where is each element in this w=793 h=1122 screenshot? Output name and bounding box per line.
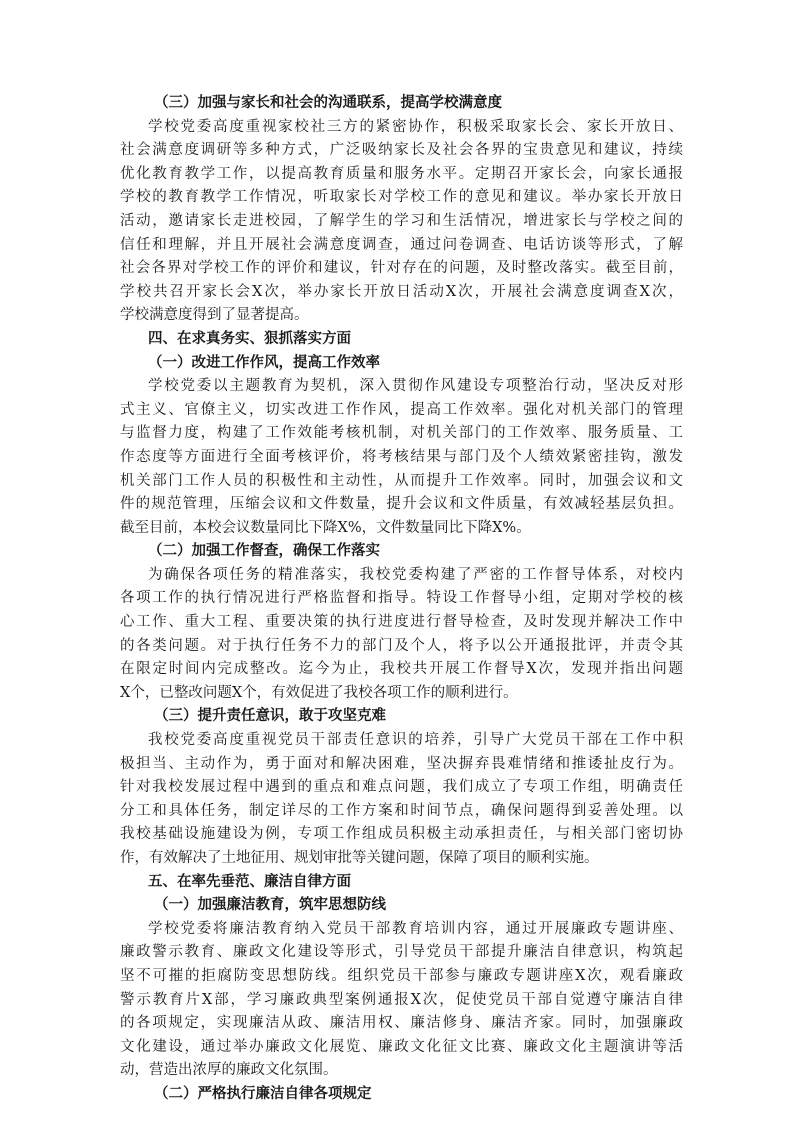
paragraph-work-style bbox=[120, 375, 683, 540]
paragraph-parent-community bbox=[120, 116, 683, 328]
heading-5-2-integrity-rules: （二）严格执行廉洁自律各项规定 bbox=[154, 1085, 372, 1102]
text-line: 各项工作的执行情况进行严格监督和指导。特设工作督导小组，定期对学校的核 bbox=[120, 590, 683, 607]
section-heading-4: 四、在求真务实、狠抓落实方面 bbox=[148, 330, 351, 347]
block-12 bbox=[120, 1083, 683, 1107]
text-line: 廉政警示教育、廉政文化建设等形式，引导党员干部提升廉洁自律意识，构筑起 bbox=[120, 944, 683, 961]
text-line: 心工作、重大工程、重要决策的执行进度进行督导检查，及时发现并解决工作中 bbox=[120, 614, 683, 631]
text-line: 为确保各项任务的精准落实，我校党委构建了严密的工作督导体系，对校内 bbox=[148, 566, 683, 583]
text-line: 作，有效解决了土地征用、规划审批等关键问题，保障了项目的顺利实施。 bbox=[120, 850, 599, 866]
text-line: 分工和具体任务，制定详尽的工作方案和时间节点，确保问题得到妥善处理。以 bbox=[120, 802, 683, 819]
block-2 bbox=[120, 328, 683, 352]
text-line: 活动，邀请家长走进校园，了解学生的学习和生活情况，增进家长与学校之间的 bbox=[120, 212, 683, 229]
text-line: 社会满意度调研等多种方式，广泛吸纳家长及社会各界的宝贵意见和建议，持续 bbox=[120, 142, 683, 159]
block-10 bbox=[120, 894, 683, 918]
text-line: 作态度等方面进行全面考核评价，将考核结果与部门及个人绩效紧密挂钩，激发 bbox=[120, 448, 683, 465]
section-heading-5: 五、在率先垂范、廉洁自律方面 bbox=[148, 873, 351, 890]
text-line: 我校党委高度重视党员干部责任意识的培养，引导广大党员干部在工作中积 bbox=[148, 732, 683, 749]
block-7 bbox=[120, 705, 683, 729]
block-9 bbox=[120, 871, 683, 895]
text-line: 的各类问题。对于执行任务不力的部门及个人，将予以公开通报批评，并责令其 bbox=[120, 637, 683, 654]
text-line: 优化教育教学工作，以提高教育质量和服务水平。定期召开家长会，向家长通报 bbox=[120, 165, 683, 182]
document-page bbox=[120, 92, 683, 1107]
text-line: 机关部门工作人员的积极性和主动性，从而提升工作效率。同时，加强会议和文 bbox=[120, 472, 683, 489]
text-line: 学校党委以主题教育为契机，深入贯彻作风建设专项整治行动，坚决反对形 bbox=[148, 378, 683, 395]
text-line: 学校的教育教学工作情况，听取家长对学校工作的意见和建议。举办家长开放日 bbox=[120, 189, 683, 206]
text-line: 学校满意度得到了显著提高。 bbox=[120, 307, 309, 324]
text-line: 学校党委高度重视家校社三方的紧密协作，积极采取家长会、家长开放日、 bbox=[148, 118, 683, 135]
text-line: 我校基础设施建设为例，专项工作组成员积极主动承担责任，与相关部门密切协 bbox=[120, 826, 683, 843]
block-3 bbox=[120, 352, 683, 376]
text-line: 学校共召开家长会X次，举办家长开放日活动X次，开展社会满意度调查X次， bbox=[120, 283, 683, 300]
text-line: 件的规范管理，压缩会议和文件数量，提升会议和文件质量，有效减轻基层负担。 bbox=[120, 496, 683, 513]
heading-4-3-responsibility: （三）提升责任意识，敢于攻坚克难 bbox=[154, 708, 386, 725]
text-line: 动，营造出浓厚的廉政文化氛围。 bbox=[120, 1062, 338, 1079]
text-line: 学校党委将廉洁教育纳入党员干部教育培训内容，通过开展廉政专题讲座、 bbox=[148, 920, 683, 937]
text-line: 警示教育片X部，学习廉政典型案例通报X次，促使党员干部自觉遵守廉洁自律 bbox=[120, 991, 683, 1008]
paragraph-integrity-education bbox=[120, 918, 683, 1083]
heading-4-2-supervision: （二）加强工作督查，确保工作落实 bbox=[148, 543, 380, 560]
text-line: 文化建设，通过举办廉政文化展览、廉政文化征文比赛、廉政文化主题演讲等活 bbox=[120, 1038, 683, 1055]
paragraph-responsibility bbox=[120, 729, 683, 871]
text-line: 式主义、官僚主义，切实改进工作作风，提高工作效率。强化对机关部门的管理 bbox=[120, 401, 683, 418]
heading-5-1-integrity-education: （一）加强廉洁教育，筑牢思想防线 bbox=[154, 897, 386, 914]
text-line: 信任和理解，并且开展社会满意度调查，通过问卷调查、电话访谈等形式，了解 bbox=[120, 236, 683, 253]
text-line: 坚不可摧的拒腐防变思想防线。组织党员干部参与廉政专题讲座X次，观看廉政 bbox=[120, 967, 683, 984]
heading-4-1-work-style: （一）改进工作作风，提高工作效率 bbox=[148, 354, 380, 371]
text-line: 截至目前，本校会议数量同比下降X%，文件数量同比下降X%。 bbox=[120, 519, 531, 536]
text-line: 在限定时间内完成整改。迄今为止，我校共开展工作督导X次，发现并指出问题 bbox=[120, 661, 683, 678]
block-5 bbox=[120, 540, 683, 564]
block-0 bbox=[120, 92, 683, 116]
text-line: 社会各界对学校工作的评价和建议，针对存在的问题，及时整改落实。截至目前， bbox=[120, 260, 683, 277]
paragraph-supervision bbox=[120, 564, 683, 706]
text-line: 极担当、主动作为，勇于面对和解决困难，坚决摒弃畏难情绪和推诿扯皮行为。 bbox=[120, 755, 683, 772]
heading-3-parent-community: （三）加强与家长和社会的沟通联系，提高学校满意度 bbox=[154, 95, 502, 111]
text-line: X个，已整改问题X个，有效促进了我校各项工作的顺利进行。 bbox=[120, 684, 518, 701]
text-line: 针对我校发展过程中遇到的重点和难点问题，我们成立了专项工作组，明确责任 bbox=[120, 779, 683, 796]
text-line: 的各项规定，实现廉洁从政、廉洁用权、廉洁修身、廉洁齐家。同时，加强廉政 bbox=[120, 1015, 683, 1032]
text-line: 与监督力度，构建了工作效能考核机制，对机关部门的工作效率、服务质量、工 bbox=[120, 425, 683, 442]
